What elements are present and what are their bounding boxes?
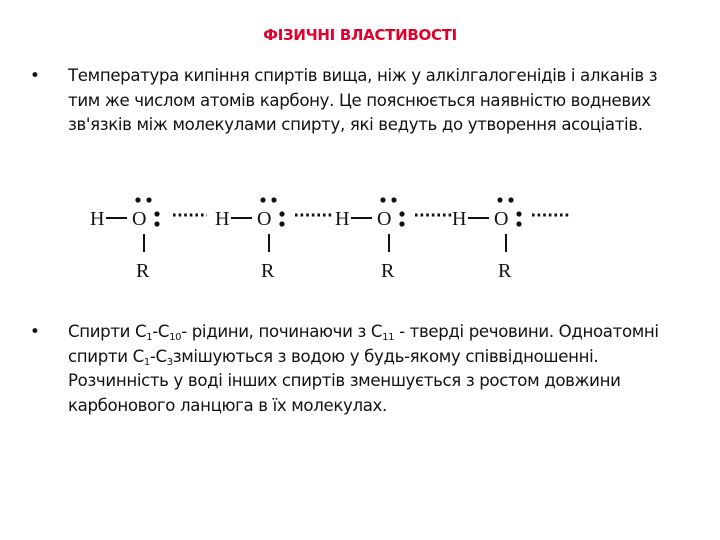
subscript-number: 1 [143, 356, 150, 368]
lone-pair-dot [271, 197, 276, 202]
paragraph-text [68, 320, 680, 419]
paragraph-text: Температура кипіння спиртів вища, ніж у алкілгалогенідів і алканів з тим же числом атомів карбону. Це пояснюється наявністю водневих зв'язків між молекулами спирту, які ведуть до утворення асоціатів. [68, 66, 658, 135]
oxygen-atom: O [132, 208, 147, 230]
lone-pair-dot [399, 221, 404, 226]
text-run: - тверді речовини. Одноатомні спирти С [68, 322, 659, 366]
lone-pair-dot [154, 221, 159, 226]
hydrogen-atom: H [215, 208, 230, 230]
lone-pair-dot [516, 211, 521, 216]
hydrogen-atom: H [90, 208, 105, 230]
oxygen-atom: O [377, 208, 392, 230]
bullet-marker: • [30, 66, 40, 85]
bullet-marker: • [30, 322, 40, 341]
radical-r: R [136, 260, 150, 282]
molecule-unit-4 [452, 197, 569, 282]
text-run: -С [152, 322, 170, 341]
molecule-unit-3 [335, 197, 452, 282]
text-run: -С [149, 346, 167, 366]
subscript-number: 1 [146, 332, 153, 343]
bullet-paragraph-solubility [30, 320, 680, 419]
lone-pair-dot [497, 197, 502, 202]
hydrogen-bond-diagram [0, 188, 720, 288]
molecule-unit-2 [215, 197, 332, 282]
lone-pair-dot [391, 197, 396, 202]
radical-r: R [261, 260, 275, 282]
hydrogen-atom: H [335, 208, 350, 230]
lone-pair-dot [399, 211, 404, 216]
oxygen-atom: O [257, 208, 272, 230]
slide-title: ФІЗИЧНІ ВЛАСТИВОСТІ [263, 26, 457, 44]
lone-pair-dot [260, 197, 265, 202]
radical-r: R [498, 260, 512, 282]
lone-pair-dot [508, 197, 513, 202]
hydrogen-atom: H [452, 208, 467, 230]
subscript-number: 11 [382, 332, 395, 343]
subscript-number: 10 [169, 332, 182, 343]
lone-pair-dot [516, 221, 521, 226]
text-run: Спирти С [68, 322, 147, 341]
lone-pair-dot [380, 197, 385, 202]
lone-pair-dot [279, 211, 284, 216]
lone-pair-dot [146, 197, 151, 202]
bullet-paragraph-boiling-point [30, 64, 680, 138]
lone-pair-dot [279, 221, 284, 226]
lone-pair-dot [135, 197, 140, 202]
radical-r: R [381, 260, 395, 282]
text-run: - рідини, починаючи з С [181, 322, 383, 341]
lone-pair-dot [154, 211, 159, 216]
subscript-number: 3 [166, 356, 173, 368]
molecule-unit-1 [90, 197, 207, 282]
oxygen-atom: O [494, 208, 509, 230]
text-run: змішуються з водою у будь-якому співвідношенні. Розчинність у воді інших спиртів зменшується з ростом довжини карбонового ланцюга в їх молекулах. [68, 346, 621, 416]
